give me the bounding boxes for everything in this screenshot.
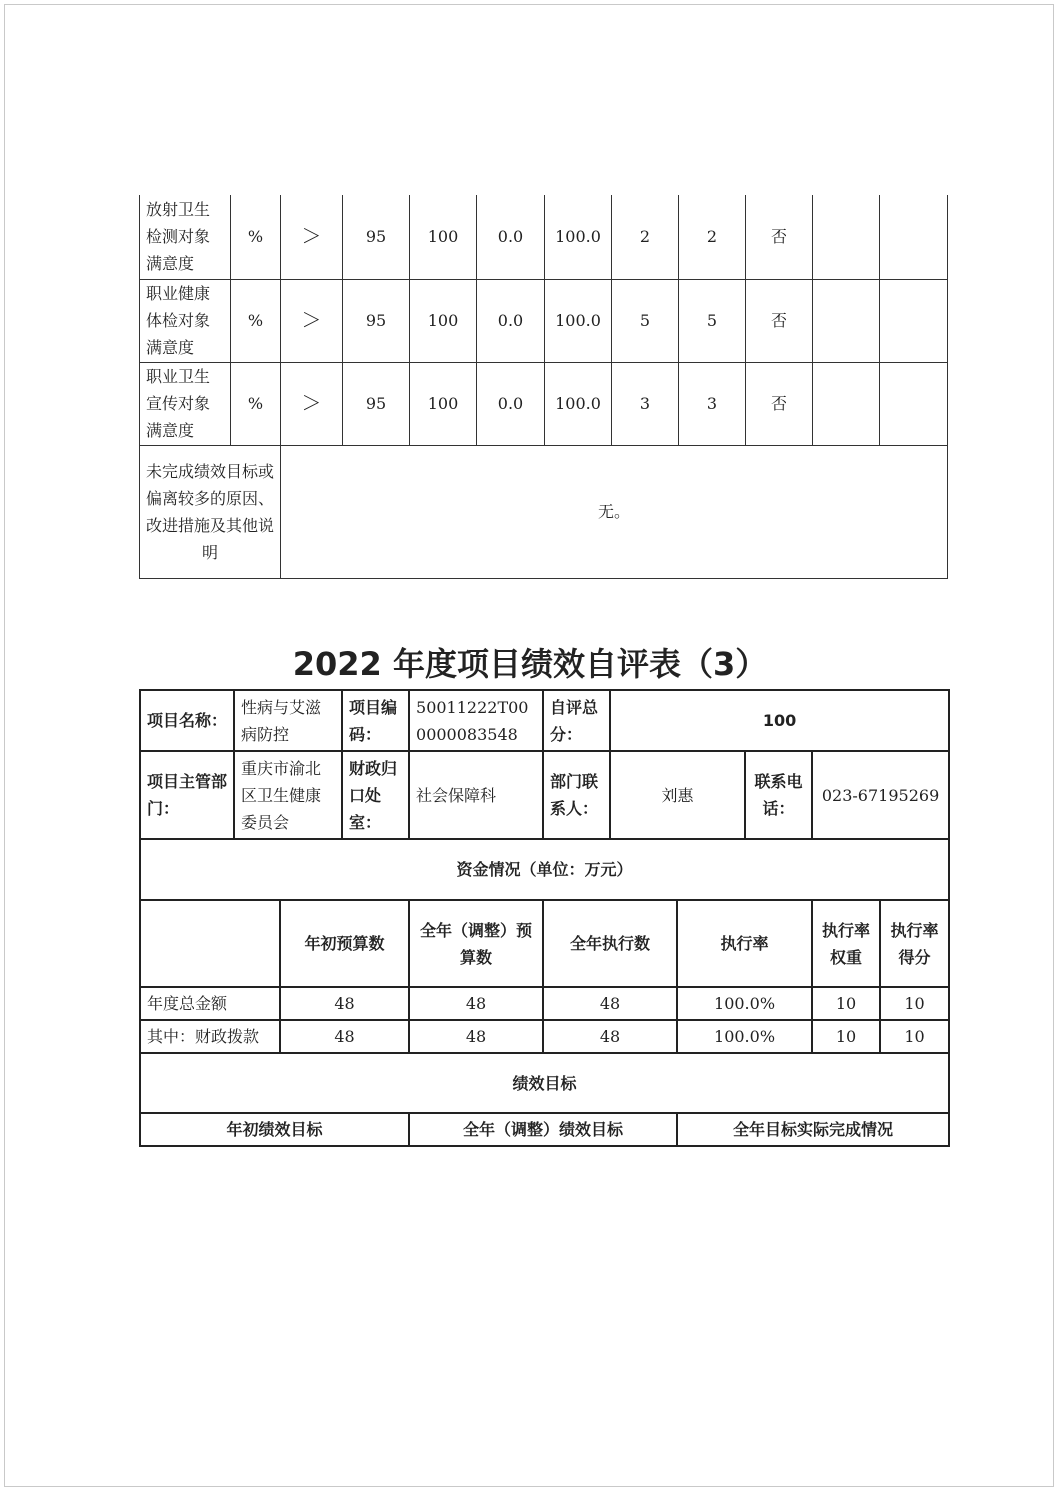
funds-adjusted: 48 (409, 987, 543, 1020)
funds-weight: 10 (812, 987, 880, 1020)
office-value: 社会保障科 (409, 751, 543, 839)
funds-row-label: 其中：财政拨款 (140, 1020, 280, 1053)
extra-cell (880, 362, 948, 445)
funds-adjusted: 48 (409, 1020, 543, 1053)
phone-value: 023-67195269 (812, 751, 949, 839)
project-name-label: 项目名称： (140, 690, 234, 751)
funds-executed: 48 (543, 1020, 677, 1053)
value-cell: 100 (410, 279, 477, 362)
indicator-name: 职业健康体检对象满意度 (140, 279, 231, 362)
funds-rate: 100.0% (677, 1020, 812, 1053)
office-label: 财政归口处室： (342, 751, 409, 839)
symbol-cell: ＞ (281, 362, 343, 445)
score-cell: 2 (679, 195, 746, 279)
funds-initial: 48 (280, 987, 409, 1020)
target-cell: 95 (343, 195, 410, 279)
page-title: 2022 年度项目绩效自评表（3） (292, 645, 768, 683)
value-cell: 0.0 (477, 362, 545, 445)
total-score-label: 自评总分： (543, 690, 610, 751)
project-code-label: 项目编码： (342, 690, 409, 751)
funds-section-row (140, 839, 949, 900)
target-cell: 95 (343, 279, 410, 362)
funds-initial: 48 (280, 1020, 409, 1053)
flag-cell: 否 (746, 362, 813, 445)
dept-value: 重庆市渝北区卫生健康委员会 (234, 751, 342, 839)
header-rate-weight: 执行率权重 (812, 900, 880, 987)
table-row (140, 362, 948, 445)
header-adjusted: 全年（调整）预算数 (409, 900, 543, 987)
weight-cell: 2 (612, 195, 679, 279)
table-row (140, 1020, 949, 1053)
funds-score: 10 (880, 987, 949, 1020)
unit-cell: % (231, 362, 281, 445)
indicator-name: 放射卫生检测对象满意度 (140, 195, 231, 279)
funds-weight: 10 (812, 1020, 880, 1053)
contact-value: 刘惠 (610, 751, 745, 839)
value-cell: 100 (410, 195, 477, 279)
weight-cell: 3 (612, 362, 679, 445)
value-cell: 100.0 (545, 362, 612, 445)
table-row (140, 987, 949, 1020)
project-row (140, 690, 949, 751)
extra-cell (813, 279, 880, 362)
dept-row (140, 751, 949, 839)
value-cell: 0.0 (477, 279, 545, 362)
extra-cell (813, 362, 880, 445)
indicator-name: 职业卫生宣传对象满意度 (140, 362, 231, 445)
header-executed: 全年执行数 (543, 900, 677, 987)
extra-cell (880, 279, 948, 362)
score-cell: 3 (679, 362, 746, 445)
weight-cell: 5 (612, 279, 679, 362)
goals-initial-header: 年初绩效目标 (140, 1113, 409, 1146)
dept-label: 项目主管部门： (140, 751, 234, 839)
table-row (140, 279, 948, 362)
value-cell: 100.0 (545, 279, 612, 362)
evaluation-table (139, 689, 950, 1147)
project-code-value: 50011222T000000083548 (409, 690, 543, 751)
target-cell: 95 (343, 362, 410, 445)
project-name-value: 性病与艾滋病防控 (234, 690, 342, 751)
goals-section-title: 绩效目标 (140, 1053, 949, 1113)
note-value: 无。 (281, 445, 948, 578)
funds-header-row (140, 900, 949, 987)
goals-actual-header: 全年目标实际完成情况 (677, 1113, 949, 1146)
empty-header-cell (140, 900, 280, 987)
goals-adjusted-header: 全年（调整）绩效目标 (409, 1113, 677, 1146)
funds-score: 10 (880, 1020, 949, 1053)
extra-cell (880, 195, 948, 279)
header-rate-score: 执行率得分 (880, 900, 949, 987)
unit-cell: % (231, 195, 281, 279)
unit-cell: % (231, 279, 281, 362)
funds-executed: 48 (543, 987, 677, 1020)
total-score-value: 100 (610, 690, 949, 751)
note-row (140, 445, 948, 578)
flag-cell: 否 (746, 279, 813, 362)
score-cell: 5 (679, 279, 746, 362)
phone-label: 联系电话： (745, 751, 812, 839)
goals-section-row (140, 1053, 949, 1113)
flag-cell: 否 (746, 195, 813, 279)
header-rate: 执行率 (677, 900, 812, 987)
extra-cell (813, 195, 880, 279)
funds-rate: 100.0% (677, 987, 812, 1020)
value-cell: 100 (410, 362, 477, 445)
indicator-table (139, 195, 948, 579)
contact-label: 部门联系人： (543, 751, 610, 839)
table-row (140, 195, 948, 279)
symbol-cell: ＞ (281, 279, 343, 362)
value-cell: 0.0 (477, 195, 545, 279)
header-initial: 年初预算数 (280, 900, 409, 987)
goals-header-row (140, 1113, 949, 1146)
note-label: 未完成绩效目标或偏离较多的原因、改进措施及其他说明 (140, 445, 281, 578)
value-cell: 100.0 (545, 195, 612, 279)
funds-section-title: 资金情况（单位：万元） (140, 839, 949, 900)
symbol-cell: ＞ (281, 195, 343, 279)
funds-row-label: 年度总金额 (140, 987, 280, 1020)
